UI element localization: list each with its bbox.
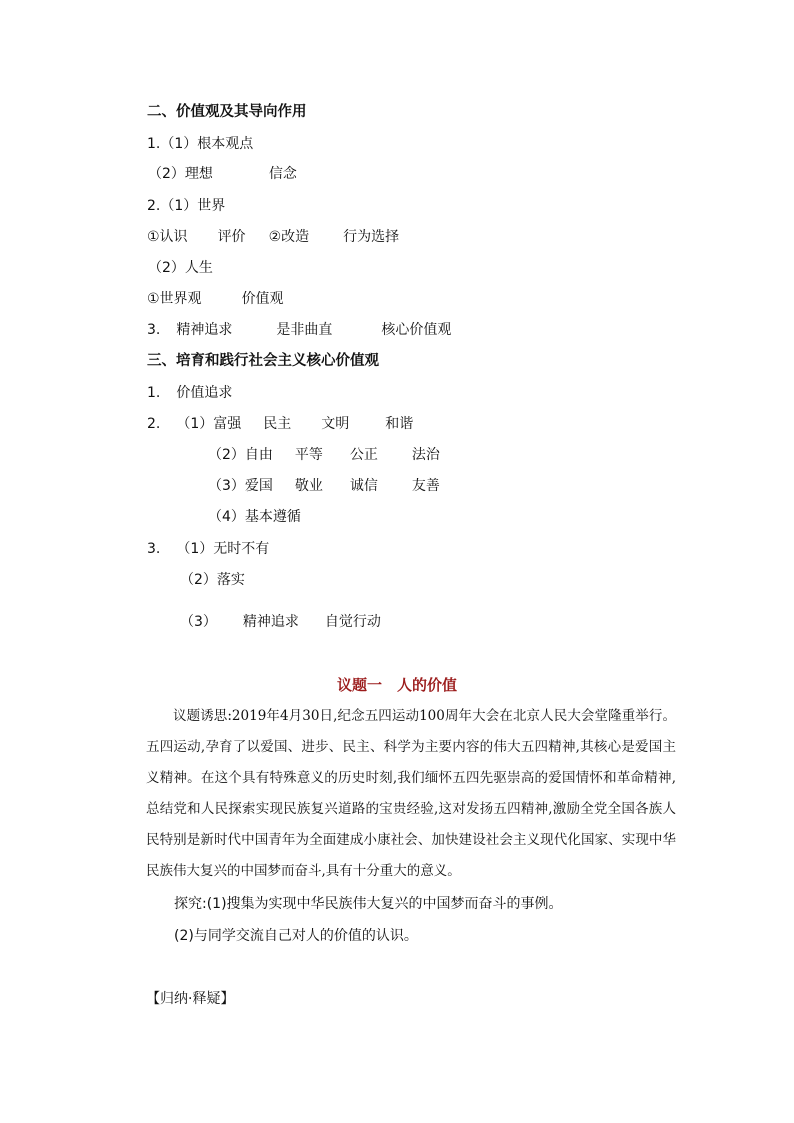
- explore-question-2: (2)与同学交流自己对人的价值的认识。: [174, 928, 418, 944]
- answer-line: ①认识 评价 ②改造 行为选择: [147, 229, 400, 245]
- answer-line: （2）自由 平等 公正 法治: [208, 447, 440, 463]
- explore-question-1: 探究:(1)搜集为实现中华民族伟大复兴的中国梦而奋斗的事例。: [174, 896, 563, 912]
- summary-label: 【归纳·释疑】: [146, 991, 235, 1007]
- answer-line: 3. （1）无时不有: [147, 541, 270, 557]
- answer-line: （2）落实: [180, 572, 245, 588]
- answer-line: 3. 精神追求 是非曲直 核心价值观: [147, 322, 452, 338]
- answer-line: （3）爱国 敬业 诚信 友善: [208, 478, 440, 494]
- topic-title: 议题一 人的价值: [336, 676, 457, 694]
- section-heading-2: 二、价值观及其导向作用: [147, 104, 307, 120]
- answer-line: 1. 价值追求: [147, 385, 233, 401]
- answer-line: 2.（1）世界: [147, 198, 226, 214]
- section-heading-3: 三、培育和践行社会主义核心价值观: [147, 353, 379, 369]
- answer-line: （3） 精神追求 自觉行动: [180, 614, 381, 630]
- answer-line: 2. （1）富强 民主 文明 和谐: [147, 416, 414, 432]
- topic-intro-paragraph: 议题诱思:2019年4月30日,纪念五四运动100周年大会在北京人民大会堂隆重举行。五四运动,孕育了以爱国、进步、民主、科学为主要内容的伟大五四精神,其核心是爱国主义精神。在这个具有特殊意义的历史时刻,我们缅怀五四先驱崇高的爱国情怀和革命精神,总结党和人民探索实现民族复兴道路的宝贵经验,这对发扬五四精神,激励全党全国各族人民特别是新时代中国青年为全面建成小康社会、加快建设社会主义现代化国家、实现中华民族伟大复兴的中国梦而奋斗,具有十分重大的意义。: [146, 708, 676, 879]
- answer-line: （4）基本遵循: [208, 509, 301, 525]
- answer-line: （2）人生: [148, 260, 213, 276]
- answer-line: （2）理想 信念: [148, 166, 297, 182]
- answer-line: 1.（1）根本观点: [147, 136, 254, 152]
- answer-line: ①世界观 价值观: [147, 291, 284, 307]
